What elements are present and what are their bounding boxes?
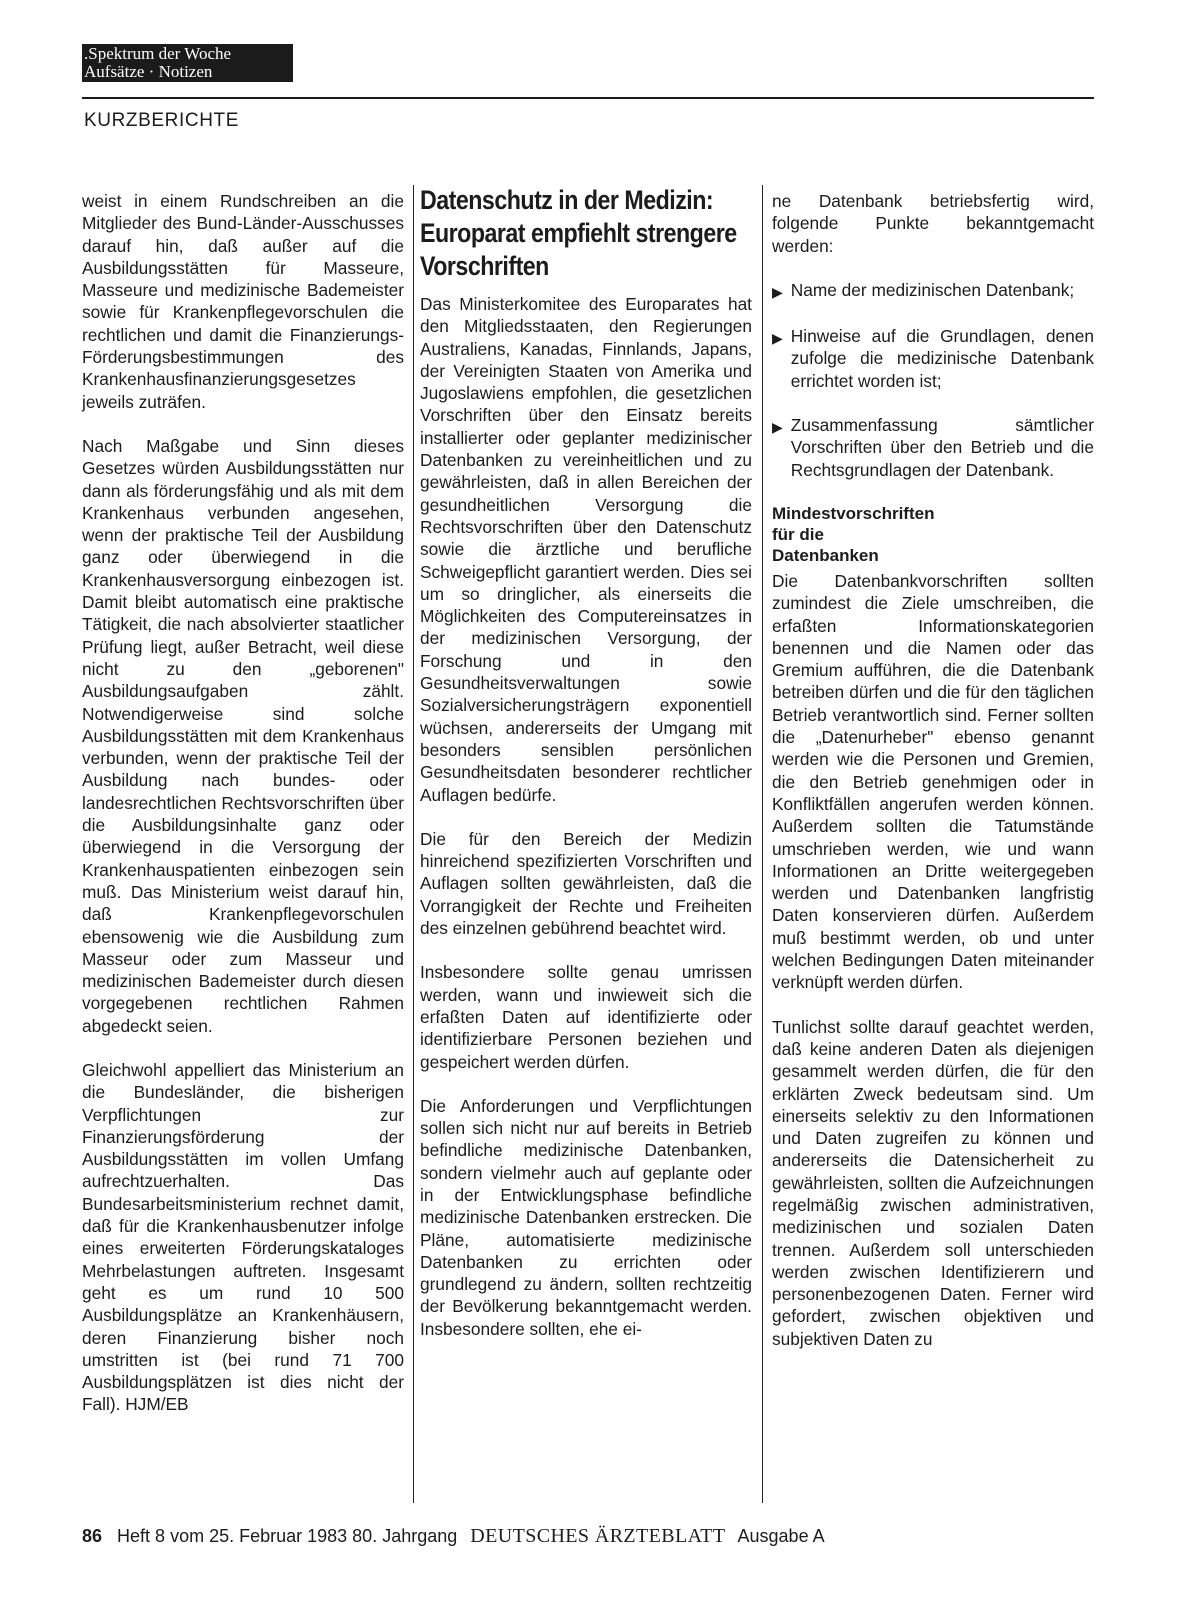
- paragraph: Gleichwohl appelliert das Ministerium an die Bundesländer, die bisherigen Verpflichtungen zur Finanzierungsförderung der Ausbildungsstätten im vollen Umfang aufrechtzuerhalten. Das Bundesarbeitsministerium rechnet damit, daß für die Krankenhausbenutzer infolge eines erweiterten Förderungskataloges Mehrbelastungen auftreten. Insgesamt geht es um rund 10 500 Ausbildungsplätze an Krankenhäusern, deren Finanzierung bisher noch umstritten ist (bei rund 71 700 Ausbildungsplätzen ist dies nicht der Fall). HJM/EB: [82, 1059, 404, 1415]
- column-1: [82, 190, 404, 1438]
- subheading-line: Datenbanken: [772, 545, 879, 565]
- badge-line-2: Aufsätze · Notizen: [84, 62, 213, 81]
- bullet-item: [772, 414, 1094, 481]
- paragraph: Das Ministerkomitee des Europarates hat den Mitgliedsstaaten, den Regierungen Australiens, Kanadas, Finnlands, Japans, der Vereinigten Staaten von Amerika und Jugoslawiens empfohlen, die gesetzlichen Vorschriften über den Einsatz bereits installierter oder geplanter medizinischer Datenbanken zu vereinheitlichen und zu gewährleisten, daß in allen Bereichen der gesundheitlichen Versorgung die Rechtsvorschriften über den Datenschutz sowie die ärztliche und berufliche Schweigepflicht garantiert werden. Dies sei um so dringlicher, als einerseits die Möglichkeiten des Computereinsatzes in der medizinischen Versorgung, der Forschung und in den Gesundheitsverwaltungen sowie Sozialversicherungsträgern exponentiell wüchsen, andererseits der Umgang mit besonders sensiblen persönlichen Gesundheitsdaten besonderer rechtlicher Auflagen bedürfe.: [420, 294, 752, 805]
- journal-name: DEUTSCHES ÄRZTEBLATT: [470, 1525, 726, 1547]
- bullet-text: Name der medizinischen Datenbank;: [790, 279, 1075, 300]
- paragraph: ne Datenbank betriebsfertig wird, folgende Punkte bekanntgemacht werden:: [772, 191, 1094, 256]
- column-2: [420, 185, 752, 1362]
- bullet-arrow-icon: ▶: [772, 283, 783, 300]
- bullet-text: Hinweise auf die Grundlagen, denen zufolge die medizinische Datenbank errichtet worden ist;: [790, 326, 1094, 391]
- bullet-text: Zusammenfassung sämtlicher Vorschriften über den Betrieb und die Rechtsgrundlagen der Datenbank.: [790, 415, 1094, 480]
- article-headline: Datenschutz in der Medizin: Europarat empfiehlt strengere Vorschriften: [420, 185, 737, 281]
- column-divider-1: [413, 185, 414, 1503]
- paragraph: Nach Maßgabe und Sinn dieses Gesetzes würden Ausbildungsstätten nur dann als förderungsfähig und als mit dem Krankenhaus verbunden angesehen, wenn der praktische Teil der Ausbildung ganz oder überwiegend in die Krankenhausversorgung einbezogen ist. Damit bleibt automatisch eine praktische Tätigkeit, die nach absolvierter staatlicher Prüfung liegt, außer Betracht, weil diese nicht zu den „geborenen" Ausbildungsaufgaben zählt. Notwendigerweise sind solche Ausbildungsstätten mit dem Krankenhaus verbunden, wenn der praktische Teil der Ausbildung nach bundes- oder landesrechtlichen Rechtsvorschriften über die Ausbildungsinhalte ganz oder überwiegend in die Versorgung der Krankenhauspatienten einbezogen sein muß. Das Ministerium weist darauf hin, daß Krankenpflegevorschulen ebensowenig wie die Ausbildung zum Masseur oder zum Masseur und medizinischen Bademeister durch diesen vorgegebenen rechtlichen Rahmen abgedeckt seien.: [82, 435, 404, 1036]
- top-rule: [82, 97, 1094, 99]
- column-3: [772, 190, 1094, 1372]
- paragraph: Tunlichst sollte darauf geachtet werden, daß keine anderen Daten als diejenigen gesammelt werden dürfen, die für den erklärten Zweck bedeutsam sind. Um einerseits selektiv zu den Informationen und Daten zugreifen zu können und andererseits die Datensicherheit zu gewährleisten, sollten die Aufzeichnungen regelmäßig zwischen administrativen, medizinischen und sozialen Daten trennen. Außerdem soll unterschieden werden zwischen Identifizierern und personenbezogenen Daten. Ferner wird gefordert, zwischen objektiven und subjektiven Daten zu: [772, 1016, 1094, 1349]
- page-footer: [82, 1525, 825, 1548]
- edition: Ausgabe A: [737, 1526, 825, 1546]
- badge-line-1: .Spektrum der Woche: [84, 44, 232, 63]
- subheading-line: für die: [772, 524, 824, 544]
- section-badge: [82, 44, 293, 82]
- column-divider-2: [762, 185, 763, 1503]
- issue-info: Heft 8 vom 25. Februar 1983 80. Jahrgang: [117, 1526, 458, 1546]
- bullet-arrow-icon: ▶: [772, 330, 783, 347]
- subheading: [772, 503, 1094, 566]
- paragraph: weist in einem Rundschreiben an die Mitglieder des Bund-Länder-Ausschusses darauf hin, daß außer auf die Ausbildungsstätten für Masseure, Masseure und medizinische Bademeister sowie für Krankenpflegevorschulen die rechtlichen und damit die Finanzierungs-Förderungsbestimmungen des Krankenhausfinanzierungsgesetzes jeweils zuträfen.: [82, 191, 404, 412]
- bullet-item: [772, 325, 1094, 392]
- bullet-arrow-icon: ▶: [772, 419, 783, 436]
- paragraph: Die Datenbankvorschriften sollten zumindest die Ziele umschreiben, die erfaßten Informationskategorien benennen und die Namen oder das Gremium aufführen, die die Datenbank betreiben dürfen und die für den täglichen Betrieb verantwortlich sind. Ferner sollten die „Datenurheber" ebenso genannt werden wie die Personen und Gremien, die den Betrieb genehmigen oder in Konfliktfällen angerufen werden können. Außerdem sollten die Tatumstände umschrieben werden, wie und wann Informationen an Dritte weitergegeben werden und Datenbanken langfristig Daten konservieren dürfen. Außerdem muß bestimmt werden, ob und unter welchen Bedingungen Daten miteinander verknüpft werden dürfen.: [772, 570, 1094, 993]
- bullet-item: [772, 279, 1094, 303]
- section-label: KURZBERICHTE: [84, 110, 239, 131]
- page-number: 86: [82, 1526, 103, 1546]
- paragraph: Insbesondere sollte genau umrissen werden, wann und inwieweit sich die erfaßten Daten auf identifizierte oder identifizierbare Personen beziehen und gespeichert werden dürfen.: [420, 962, 752, 1072]
- paragraph: Die Anforderungen und Verpflichtungen sollen sich nicht nur auf bereits in Betrieb befindliche medizinische Datenbanken, sondern vielmehr auch auf geplante oder in der Entwicklungsphase befindliche medizinische Datenbanken erstrecken. Die Pläne, automatisierte medizinische Datenbanken zu errichten oder grundlegend zu ändern, sollten rechtzeitig der Bevölkerung bekanntgemacht werden. Insbesondere sollten, ehe ei-: [420, 1095, 752, 1339]
- subheading-line: Mindestvorschriften: [772, 503, 935, 523]
- paragraph: Die für den Bereich der Medizin hinreichend spezifizierten Vorschriften und Auflagen sollten gewährleisten, daß die Vorrangigkeit der Rechte und Freiheiten des einzelnen gebührend beachtet wird.: [420, 828, 752, 939]
